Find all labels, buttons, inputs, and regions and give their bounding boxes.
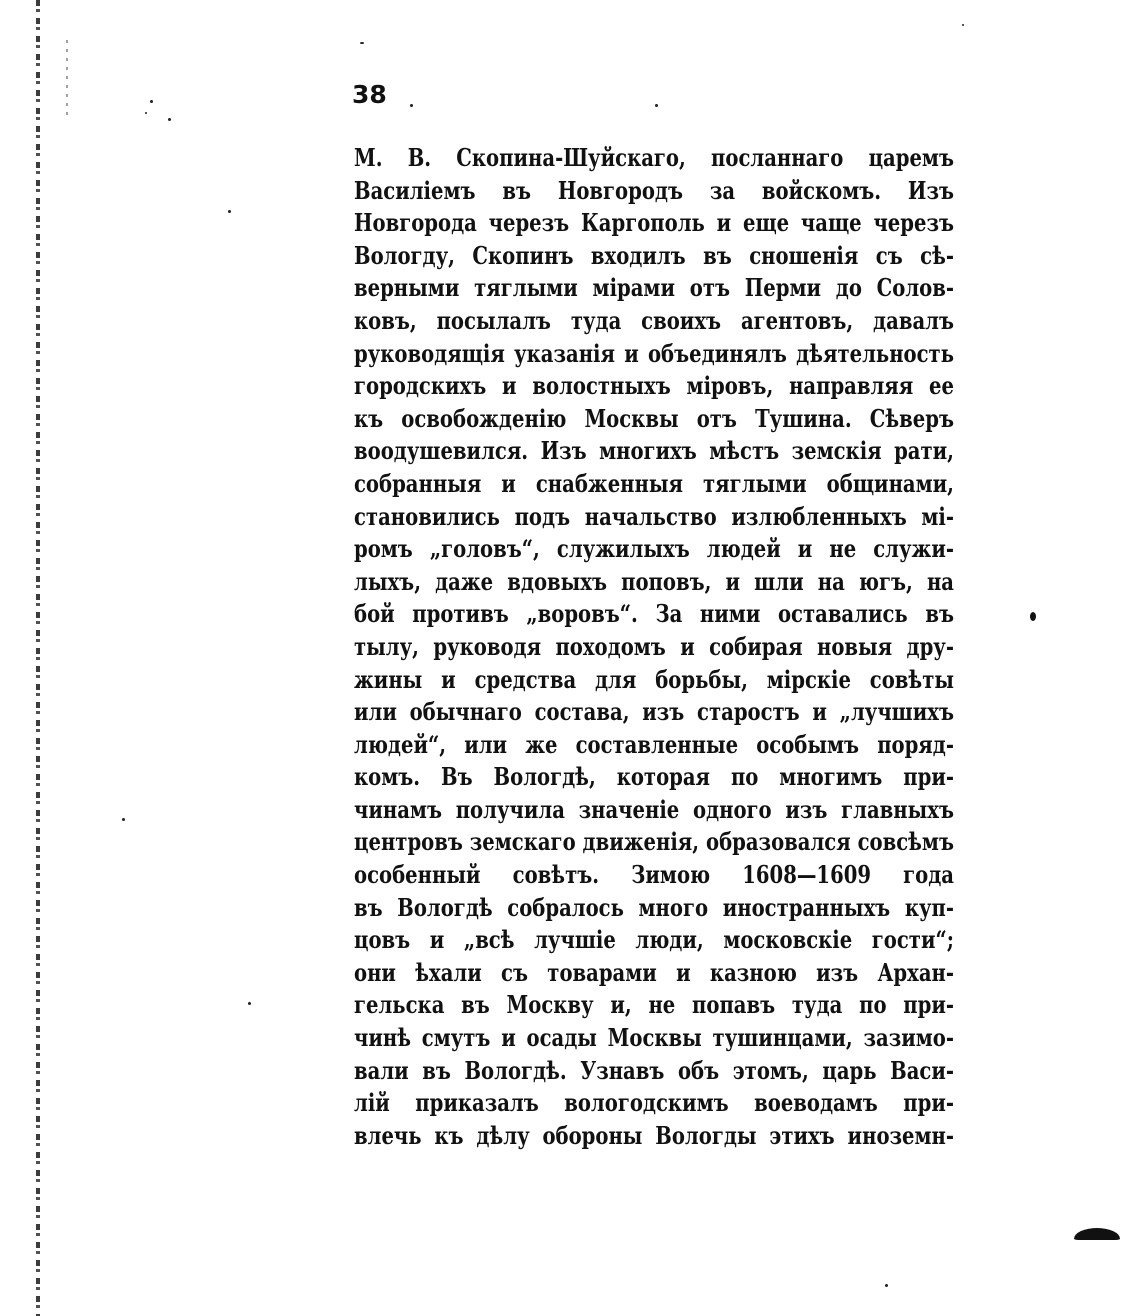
text-line: комъ. Въ Вологдѣ, которая по многимъ при- — [354, 762, 954, 792]
scan-speck — [962, 24, 964, 26]
scan-speck — [885, 1284, 888, 1287]
scan-speck — [1030, 612, 1036, 621]
text-line: къ освобожденію Москвы отъ Тушина. Сѣверъ — [354, 403, 954, 433]
text-line: воодушевился. Изъ многихъ мѣстъ земскія рати, — [354, 436, 954, 466]
text-line: становились подъ начальство излюбленныхъ мі- — [354, 501, 954, 531]
text-line: они ѣхали съ товарами и казною изъ Архан- — [354, 957, 954, 987]
text-line: Новгорода черезъ Каргополь и еще чаще черезъ — [354, 208, 954, 238]
text-line: жины и средства для борьбы, мірскіе совѣты — [354, 664, 954, 694]
text-line: лій приказалъ вологодскимъ воеводамъ при- — [354, 1088, 954, 1118]
text-line: вали въ Вологдѣ. Узнавъ объ этомъ, царь Васи- — [354, 1055, 954, 1085]
scan-speck — [410, 104, 413, 107]
text-line: верными тяглыми мірами отъ Перми до Солов- — [354, 273, 954, 303]
text-line: лыхъ, даже вдовыхъ поповъ, и шли на югъ, на — [354, 566, 954, 596]
text-line: городскихъ и волостныхъ міровъ, направляя ее — [354, 371, 954, 401]
body-text — [354, 142, 954, 1152]
text-line: чинамъ получила значеніе одного изъ главныхъ — [354, 794, 954, 824]
text-line: М. В. Скопина-Шуйскаго, посланнаго царемъ — [354, 143, 954, 172]
scan-speck — [228, 210, 231, 213]
binding-edge-artifact — [66, 40, 68, 120]
text-line: Вологду, Скопинъ входилъ въ сношенія съ сѣ- — [354, 240, 954, 270]
text-line: людей“, или же составленные особымъ поряд- — [354, 729, 954, 759]
text-line: руководящія указанія и объединялъ дѣятельность — [354, 338, 954, 368]
page-number: 38 — [352, 80, 387, 109]
scan-speck — [168, 118, 171, 121]
scan-speck — [248, 1002, 251, 1005]
text-line: влечь къ дѣлу обороны Вологды этихъ иноземн- — [354, 1120, 954, 1150]
text-line: ковъ, посылалъ туда своихъ агентовъ, давалъ — [354, 305, 954, 335]
text-line: чинѣ смутъ и осады Москвы тушинцами, зазимо- — [354, 1023, 954, 1053]
text-line: собранныя и снабженныя тяглыми общинами, — [354, 468, 954, 498]
text-line: цовъ и „всѣ лучшіе люди, московскіе гости“; — [354, 925, 954, 955]
text-line: или обычнаго состава, изъ старостъ и „лучшихъ — [354, 697, 954, 727]
scan-speck — [122, 818, 125, 821]
scan-speck — [360, 42, 364, 44]
text-line: тылу, руководя походомъ и собирая новыя дру- — [354, 631, 954, 661]
binding-edge-shadow — [36, 0, 40, 1316]
text-line: ромъ „головъ“, служилыхъ людей и не служи- — [354, 534, 954, 564]
text-line: гельска въ Москву и, не попавъ туда по при- — [354, 990, 954, 1020]
text-line: центровъ земскаго движенія, образовался совсѣмъ — [354, 827, 954, 857]
text-line: особенный совѣтъ. Зимою 1608—1609 года — [354, 860, 954, 890]
text-line: Василіемъ въ Новгородъ за войскомъ. Изъ — [354, 175, 954, 205]
scan-speck — [145, 112, 147, 114]
text-line: въ Вологдѣ собралось много иностранныхъ куп- — [354, 892, 954, 922]
scan-speck — [150, 100, 153, 103]
scan-speck — [655, 104, 658, 107]
page-edge-mark — [1074, 1228, 1120, 1240]
text-line: бой противъ „воровъ“. За ними оставались въ — [354, 599, 954, 629]
